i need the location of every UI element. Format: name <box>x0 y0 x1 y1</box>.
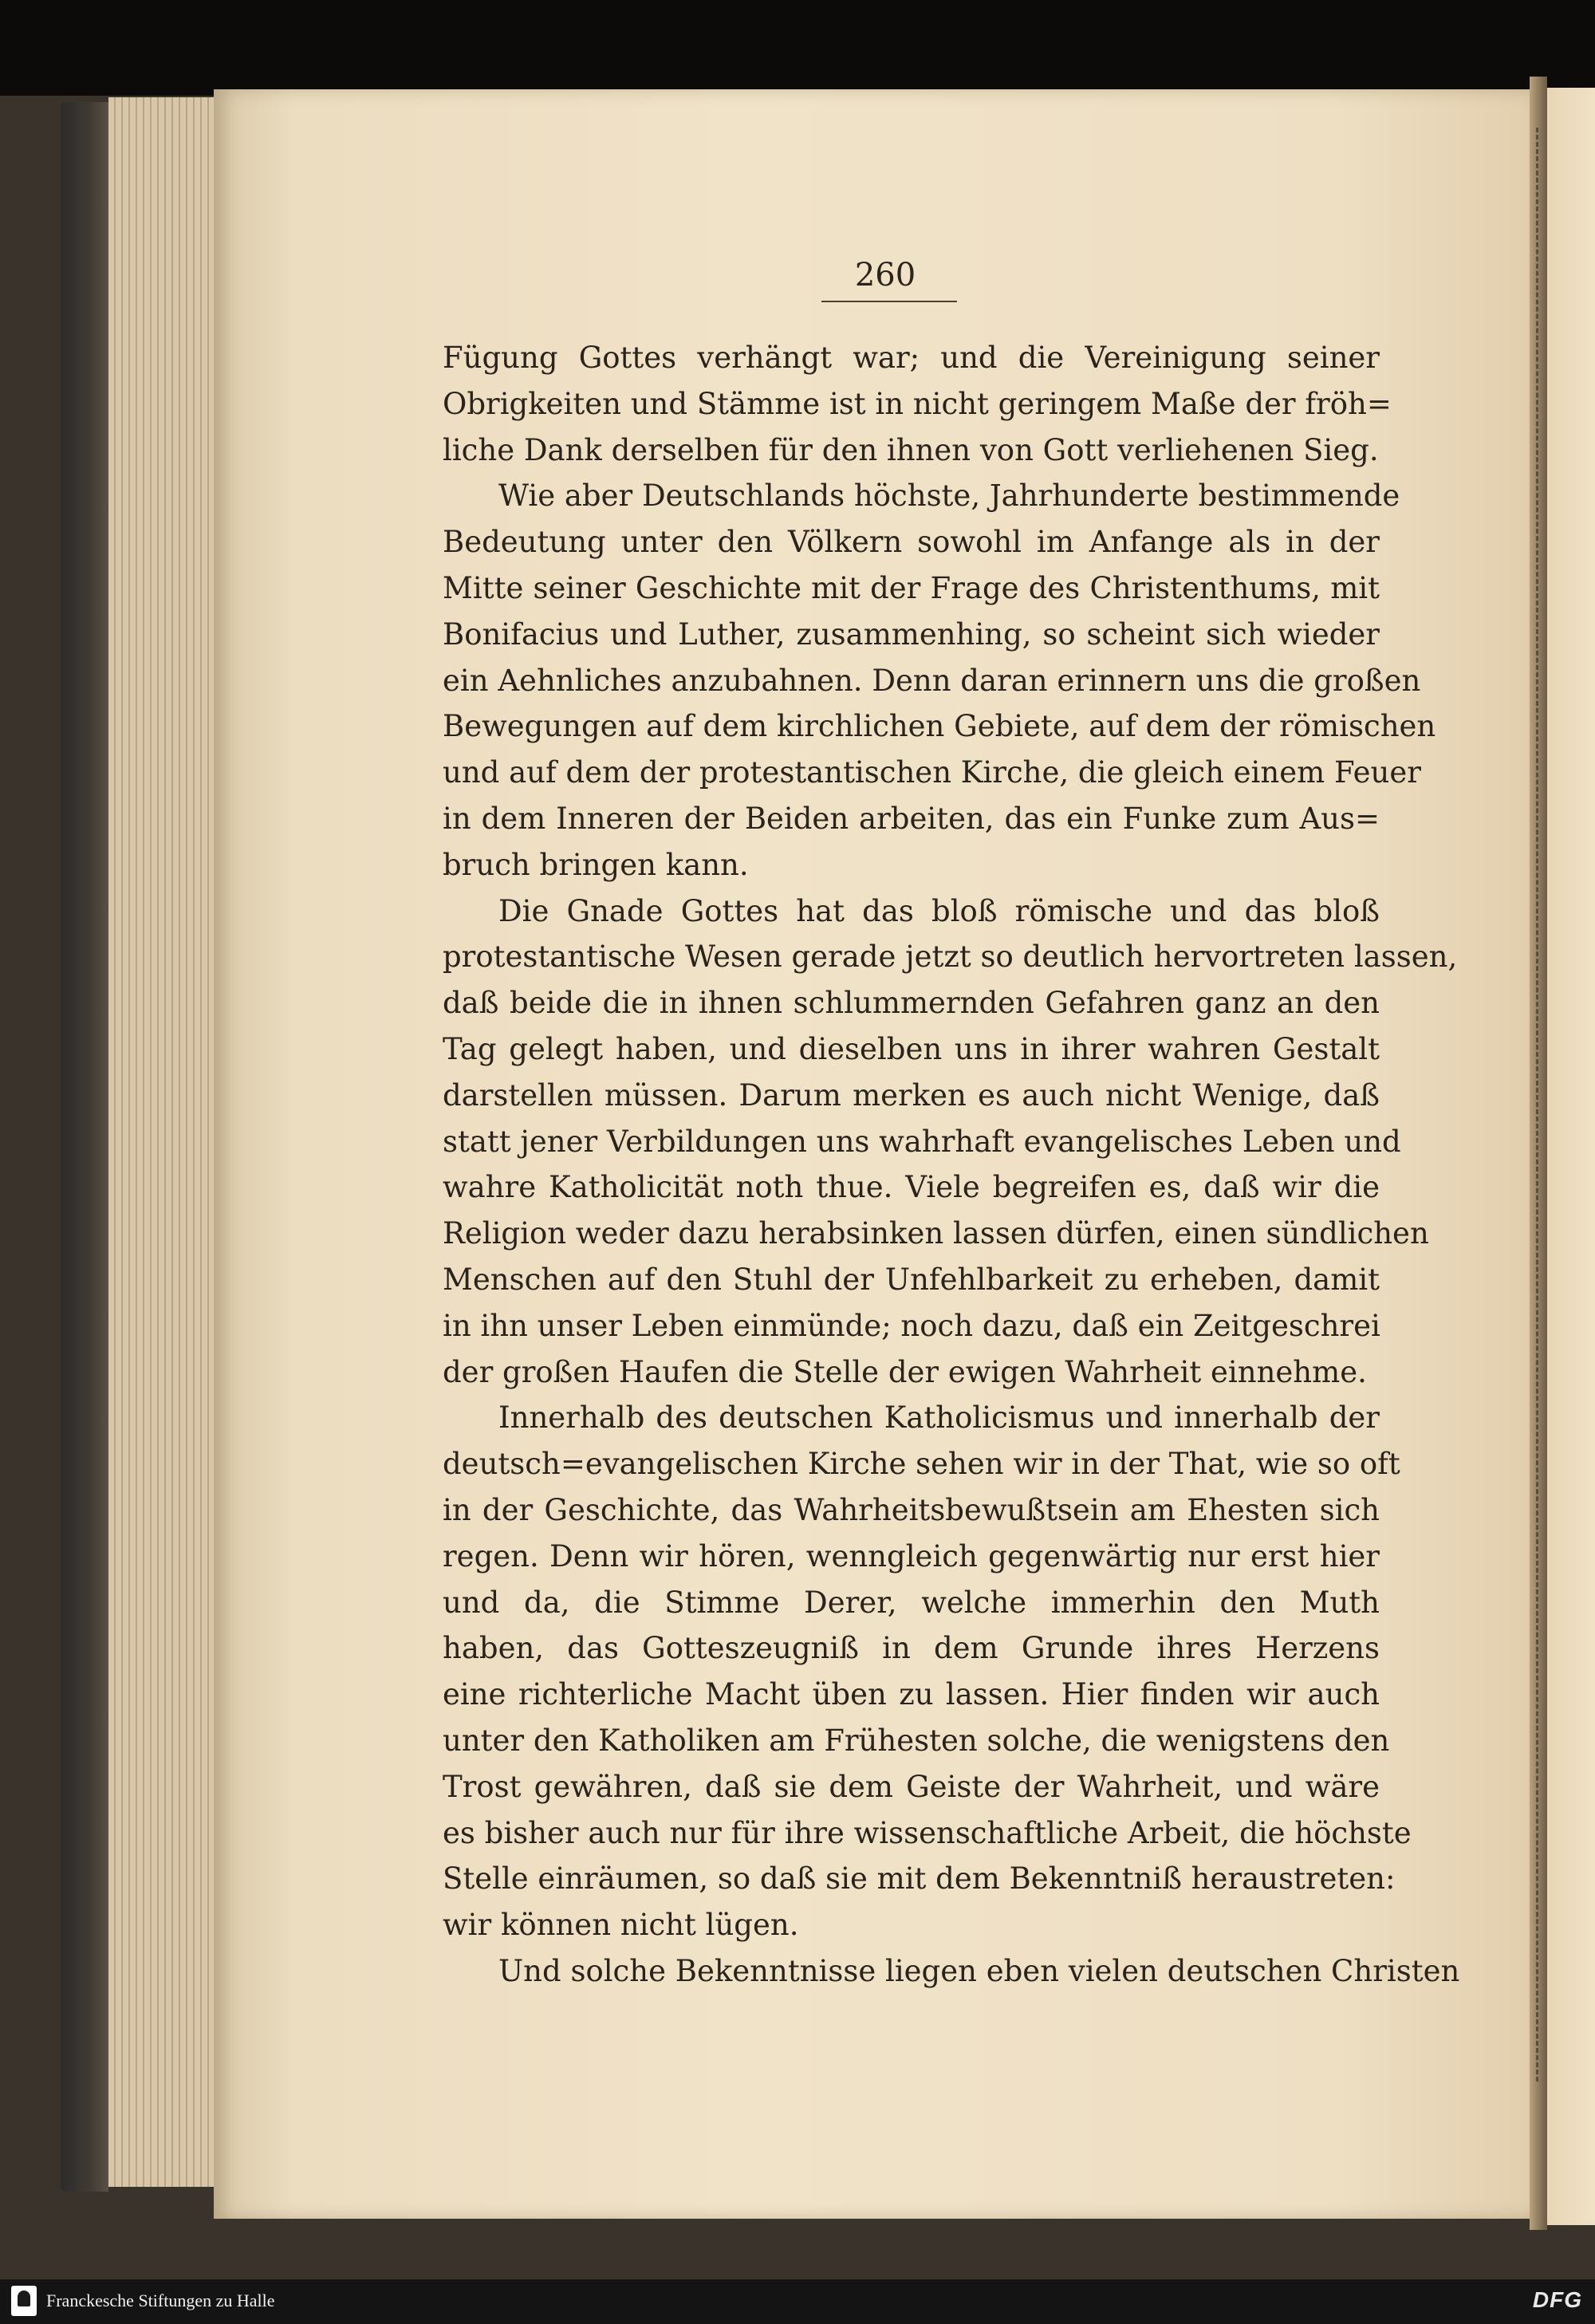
text-line: in ihn unser Leben einmünde; noch dazu, daß ein Zeitgeschrei <box>443 1308 1380 1343</box>
text-line: es bisher auch nur für ihre wissenschaftliche Arbeit, die höchste <box>443 1815 1412 1850</box>
text-line: wahre Katholicität noth thue. Viele begreifen es, daß wir die <box>443 1170 1380 1205</box>
text-line: deutsch=evangelischen Kirche sehen wir in der That, wie so oft <box>443 1447 1400 1482</box>
next-page-bleed <box>1536 128 1542 2082</box>
text-line: Religion weder dazu herabsinken lassen dürfen, einen sündlichen <box>443 1216 1429 1251</box>
page-number: 260 <box>854 257 916 293</box>
text-line: Mitte seiner Geschichte mit der Frage des Christenthums, mit <box>443 570 1380 605</box>
text-line: in der Geschichte, das Wahrheitsbewußtsein am Ehesten sich <box>443 1492 1380 1527</box>
text-line: bruch bringen kann. <box>443 847 749 882</box>
text-line: Bedeutung unter den Völkern sowohl im Anfange als in der <box>443 525 1380 560</box>
text-line: Trost gewähren, daß sie dem Geiste der Wahrheit, und wäre <box>443 1769 1380 1804</box>
text-line: Fügung Gottes verhängt war; und die Vereinigung seiner <box>443 341 1380 375</box>
text-line: Tag gelegt haben, und dieselben uns in ihrer wahren Gestalt <box>443 1031 1380 1066</box>
text-line: haben, das Gotteszeugniß in dem Grunde ihres Herzens <box>443 1631 1380 1666</box>
text-line: Bewegungen auf dem kirchlichen Gebiete, auf dem der römischen <box>443 709 1436 744</box>
institution-logo-icon <box>11 2286 37 2316</box>
scan-top-shadow <box>0 0 1595 96</box>
viewer-footer <box>0 2279 1595 2324</box>
text-line: regen. Denn wir hören, wenngleich gegenwärtig nur erst hier <box>443 1538 1380 1574</box>
institution-name[interactable]: Franckesche Stiftungen zu Halle <box>46 2291 275 2310</box>
text-line: Obrigkeiten und Stämme ist in nicht geringem Maße der fröh= <box>443 386 1392 421</box>
text-line: Stelle einräumen, so daß sie mit dem Bekenntniß heraustreten: <box>443 1861 1396 1897</box>
dfg-logo[interactable]: DFG <box>1532 2287 1582 2312</box>
text-line: Und solche Bekenntnisse liegen eben vielen deutschen Christen <box>498 1953 1460 1988</box>
text-line: Wie aber Deutschlands höchste, Jahrhunderte bestimmende <box>498 479 1400 514</box>
text-line: der großen Haufen die Stelle der ewigen Wahrheit einnehme. <box>443 1354 1367 1389</box>
book-page-edges <box>108 97 220 2187</box>
text-line: daß beide die in ihnen schlummernden Gefahren ganz an den <box>443 986 1380 1021</box>
text-line: darstellen müssen. Darum merken es auch nicht Wenige, daß <box>443 1077 1380 1113</box>
page-number-rule <box>821 301 957 302</box>
text-line: Die Gnade Gottes hat das bloß römische und das bloß <box>498 893 1380 928</box>
text-line: ein Aehnliches anzubahnen. Denn daran erinnern uns die großen <box>443 663 1421 698</box>
text-line: in dem Inneren der Beiden arbeiten, das ein Funke zum Aus= <box>443 801 1380 836</box>
text-line: eine richterliche Macht üben zu lassen. Hier finden wir auch <box>443 1677 1380 1712</box>
text-line: Menschen auf den Stuhl der Unfehlbarkeit zu erheben, damit <box>443 1262 1380 1297</box>
next-page-edge <box>1547 88 1595 2225</box>
text-line: wir können nicht lügen. <box>443 1908 799 1943</box>
text-line: und da, die Stimme Derer, welche immerhin den Muth <box>443 1585 1380 1620</box>
text-line: Bonifacius und Luther, zusammenhing, so scheint sich wieder <box>443 616 1380 652</box>
text-line: protestantische Wesen gerade jetzt so deutlich hervortreten lassen, <box>443 939 1458 975</box>
text-line: Innerhalb des deutschen Katholicismus und innerhalb der <box>498 1400 1380 1436</box>
text-line: und auf dem der protestantischen Kirche, die gleich einem Feuer <box>443 755 1421 790</box>
text-line: unter den Katholiken am Frühesten solche, die wenigstens den <box>443 1723 1390 1758</box>
text-line: liche Dank derselben für den ihnen von Gott verliehenen Sieg. <box>443 432 1379 467</box>
text-line: statt jener Verbildungen uns wahrhaft evangelisches Leben und <box>443 1124 1401 1159</box>
body-text <box>443 335 1460 1995</box>
book-cover-edge <box>61 102 108 2192</box>
